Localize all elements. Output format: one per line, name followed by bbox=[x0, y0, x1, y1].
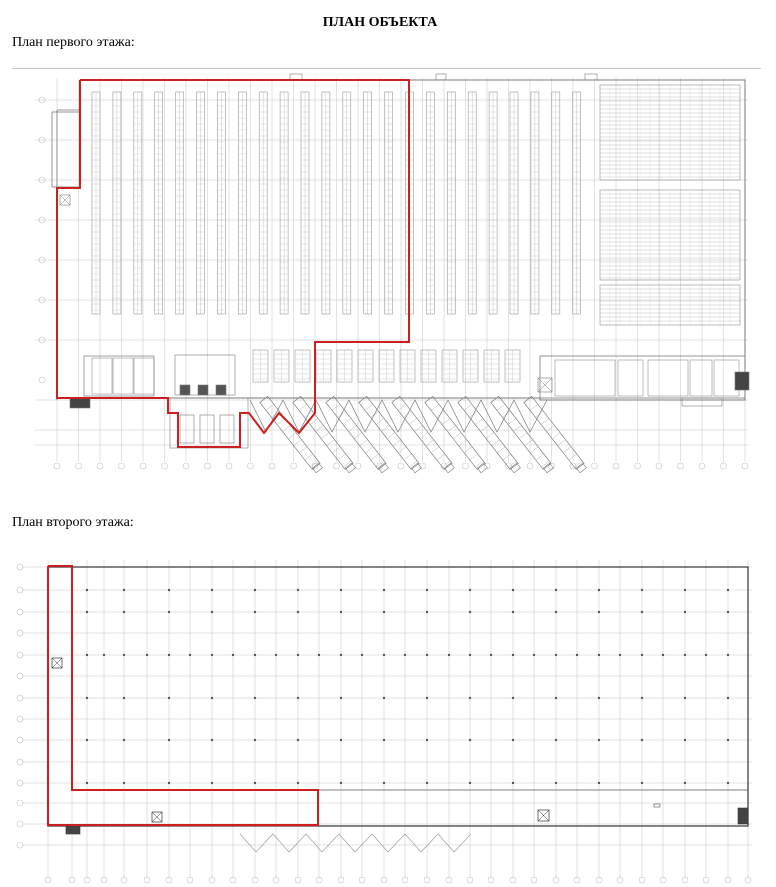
loading-dock bbox=[359, 396, 422, 473]
loading-dock bbox=[260, 396, 323, 473]
room bbox=[690, 360, 712, 396]
stair bbox=[70, 398, 90, 408]
loading-dock bbox=[491, 396, 554, 473]
column bbox=[211, 611, 213, 613]
axis-marker bbox=[205, 463, 211, 469]
column bbox=[512, 589, 514, 591]
floor1-plan bbox=[35, 74, 749, 473]
column bbox=[361, 654, 363, 656]
column bbox=[598, 697, 600, 699]
axis-marker bbox=[119, 463, 125, 469]
column bbox=[684, 739, 686, 741]
equipment bbox=[180, 385, 190, 395]
column bbox=[641, 589, 643, 591]
column bbox=[555, 697, 557, 699]
column bbox=[297, 782, 299, 784]
column bbox=[426, 654, 428, 656]
room bbox=[618, 360, 643, 396]
column bbox=[254, 782, 256, 784]
column bbox=[469, 697, 471, 699]
document-title: ПЛАН ОБЪЕКТА bbox=[322, 15, 438, 30]
column bbox=[254, 654, 256, 656]
axis-marker bbox=[420, 463, 426, 469]
fixture bbox=[654, 804, 660, 807]
column bbox=[576, 654, 578, 656]
room bbox=[113, 358, 133, 394]
column bbox=[86, 739, 88, 741]
column bbox=[103, 654, 105, 656]
building-outline-floor2 bbox=[48, 567, 748, 826]
axis-marker bbox=[140, 463, 146, 469]
truck-bay bbox=[200, 415, 214, 443]
floor2-plan bbox=[17, 560, 752, 883]
column bbox=[383, 654, 385, 656]
column bbox=[254, 611, 256, 613]
stair bbox=[738, 808, 748, 824]
column bbox=[254, 697, 256, 699]
column bbox=[426, 739, 428, 741]
column bbox=[211, 697, 213, 699]
column bbox=[426, 782, 428, 784]
column bbox=[86, 611, 88, 613]
axis-marker bbox=[635, 463, 641, 469]
axis-marker bbox=[678, 463, 684, 469]
column bbox=[297, 654, 299, 656]
column bbox=[641, 697, 643, 699]
column bbox=[297, 611, 299, 613]
column bbox=[318, 654, 320, 656]
column bbox=[662, 654, 664, 656]
column bbox=[404, 654, 406, 656]
column bbox=[426, 589, 428, 591]
column bbox=[340, 782, 342, 784]
room bbox=[134, 358, 154, 394]
column bbox=[469, 654, 471, 656]
column bbox=[168, 697, 170, 699]
column bbox=[684, 782, 686, 784]
column bbox=[211, 782, 213, 784]
axis-marker bbox=[398, 463, 404, 469]
axis-marker bbox=[162, 463, 168, 469]
column bbox=[426, 697, 428, 699]
column bbox=[297, 739, 299, 741]
floor2-caption: План второго этажа: bbox=[12, 515, 134, 530]
axis-marker bbox=[291, 463, 297, 469]
axis-marker bbox=[226, 463, 232, 469]
stair bbox=[66, 826, 80, 834]
axis-marker bbox=[76, 463, 82, 469]
axis-marker bbox=[248, 463, 254, 469]
column bbox=[168, 739, 170, 741]
column bbox=[533, 654, 535, 656]
loading-dock bbox=[293, 396, 356, 473]
column bbox=[297, 697, 299, 699]
column bbox=[469, 782, 471, 784]
column bbox=[641, 654, 643, 656]
column bbox=[512, 654, 514, 656]
column bbox=[123, 654, 125, 656]
column bbox=[555, 654, 557, 656]
room bbox=[555, 360, 615, 396]
column bbox=[297, 589, 299, 591]
column bbox=[211, 589, 213, 591]
column bbox=[598, 589, 600, 591]
column bbox=[383, 589, 385, 591]
axis-marker bbox=[527, 463, 533, 469]
column bbox=[123, 739, 125, 741]
room-block bbox=[84, 356, 154, 396]
axis-marker bbox=[183, 463, 189, 469]
loading-dock bbox=[458, 396, 521, 473]
column bbox=[598, 654, 600, 656]
floor1-caption: План первого этажа: bbox=[12, 35, 135, 50]
column bbox=[512, 611, 514, 613]
column bbox=[469, 589, 471, 591]
column bbox=[555, 589, 557, 591]
canopy-edge bbox=[240, 834, 471, 852]
axis-marker bbox=[463, 463, 469, 469]
column bbox=[469, 739, 471, 741]
column bbox=[254, 589, 256, 591]
column bbox=[383, 782, 385, 784]
truck-bay-area bbox=[170, 398, 248, 448]
column bbox=[168, 782, 170, 784]
column bbox=[727, 697, 729, 699]
axis-marker bbox=[54, 463, 60, 469]
room bbox=[92, 358, 112, 394]
column bbox=[86, 589, 88, 591]
column bbox=[684, 589, 686, 591]
column bbox=[469, 611, 471, 613]
column bbox=[168, 611, 170, 613]
column bbox=[86, 654, 88, 656]
column bbox=[232, 654, 234, 656]
column bbox=[555, 739, 557, 741]
column bbox=[340, 697, 342, 699]
column bbox=[490, 654, 492, 656]
column bbox=[684, 611, 686, 613]
column bbox=[641, 782, 643, 784]
column bbox=[727, 782, 729, 784]
column bbox=[211, 654, 213, 656]
column bbox=[340, 611, 342, 613]
column bbox=[641, 611, 643, 613]
column bbox=[555, 782, 557, 784]
truck-bay bbox=[220, 415, 234, 443]
column bbox=[641, 739, 643, 741]
column bbox=[211, 739, 213, 741]
axis-marker bbox=[334, 463, 340, 469]
axis-marker bbox=[39, 377, 45, 383]
axis-marker bbox=[592, 463, 598, 469]
column bbox=[383, 697, 385, 699]
column bbox=[123, 589, 125, 591]
column bbox=[123, 611, 125, 613]
column bbox=[189, 654, 191, 656]
column bbox=[383, 739, 385, 741]
axis-marker bbox=[721, 463, 727, 469]
loading-dock bbox=[392, 396, 455, 473]
column bbox=[619, 654, 621, 656]
column bbox=[684, 654, 686, 656]
roof-vent bbox=[436, 74, 446, 80]
column bbox=[340, 739, 342, 741]
loading-dock bbox=[425, 396, 488, 473]
column bbox=[448, 654, 450, 656]
highlighted-zone-floor2 bbox=[48, 566, 318, 825]
axis-marker bbox=[613, 463, 619, 469]
column bbox=[86, 782, 88, 784]
column bbox=[684, 697, 686, 699]
column bbox=[598, 739, 600, 741]
column bbox=[512, 782, 514, 784]
column bbox=[727, 654, 729, 656]
axis-marker bbox=[97, 463, 103, 469]
column bbox=[512, 739, 514, 741]
column bbox=[727, 739, 729, 741]
column bbox=[598, 782, 600, 784]
column bbox=[512, 697, 514, 699]
column bbox=[146, 654, 148, 656]
column bbox=[705, 654, 707, 656]
equipment bbox=[198, 385, 208, 395]
column bbox=[340, 589, 342, 591]
column bbox=[168, 589, 170, 591]
column bbox=[426, 611, 428, 613]
stair bbox=[735, 372, 749, 390]
column bbox=[598, 611, 600, 613]
roof-vent bbox=[585, 74, 597, 80]
axis-marker bbox=[549, 463, 555, 469]
column bbox=[383, 611, 385, 613]
axis-marker bbox=[355, 463, 361, 469]
column bbox=[727, 589, 729, 591]
room bbox=[648, 360, 688, 396]
truck-bay bbox=[180, 415, 194, 443]
office-block bbox=[52, 112, 80, 187]
loading-dock bbox=[524, 396, 587, 473]
axis-marker bbox=[656, 463, 662, 469]
column bbox=[275, 654, 277, 656]
column bbox=[123, 697, 125, 699]
column bbox=[86, 697, 88, 699]
column bbox=[168, 654, 170, 656]
column bbox=[727, 611, 729, 613]
column bbox=[123, 782, 125, 784]
axis-marker bbox=[742, 463, 748, 469]
column bbox=[254, 739, 256, 741]
column bbox=[555, 611, 557, 613]
axis-marker bbox=[699, 463, 705, 469]
column bbox=[340, 654, 342, 656]
equipment bbox=[216, 385, 226, 395]
highlighted-zone-floor1 bbox=[57, 80, 409, 447]
axis-marker bbox=[269, 463, 275, 469]
